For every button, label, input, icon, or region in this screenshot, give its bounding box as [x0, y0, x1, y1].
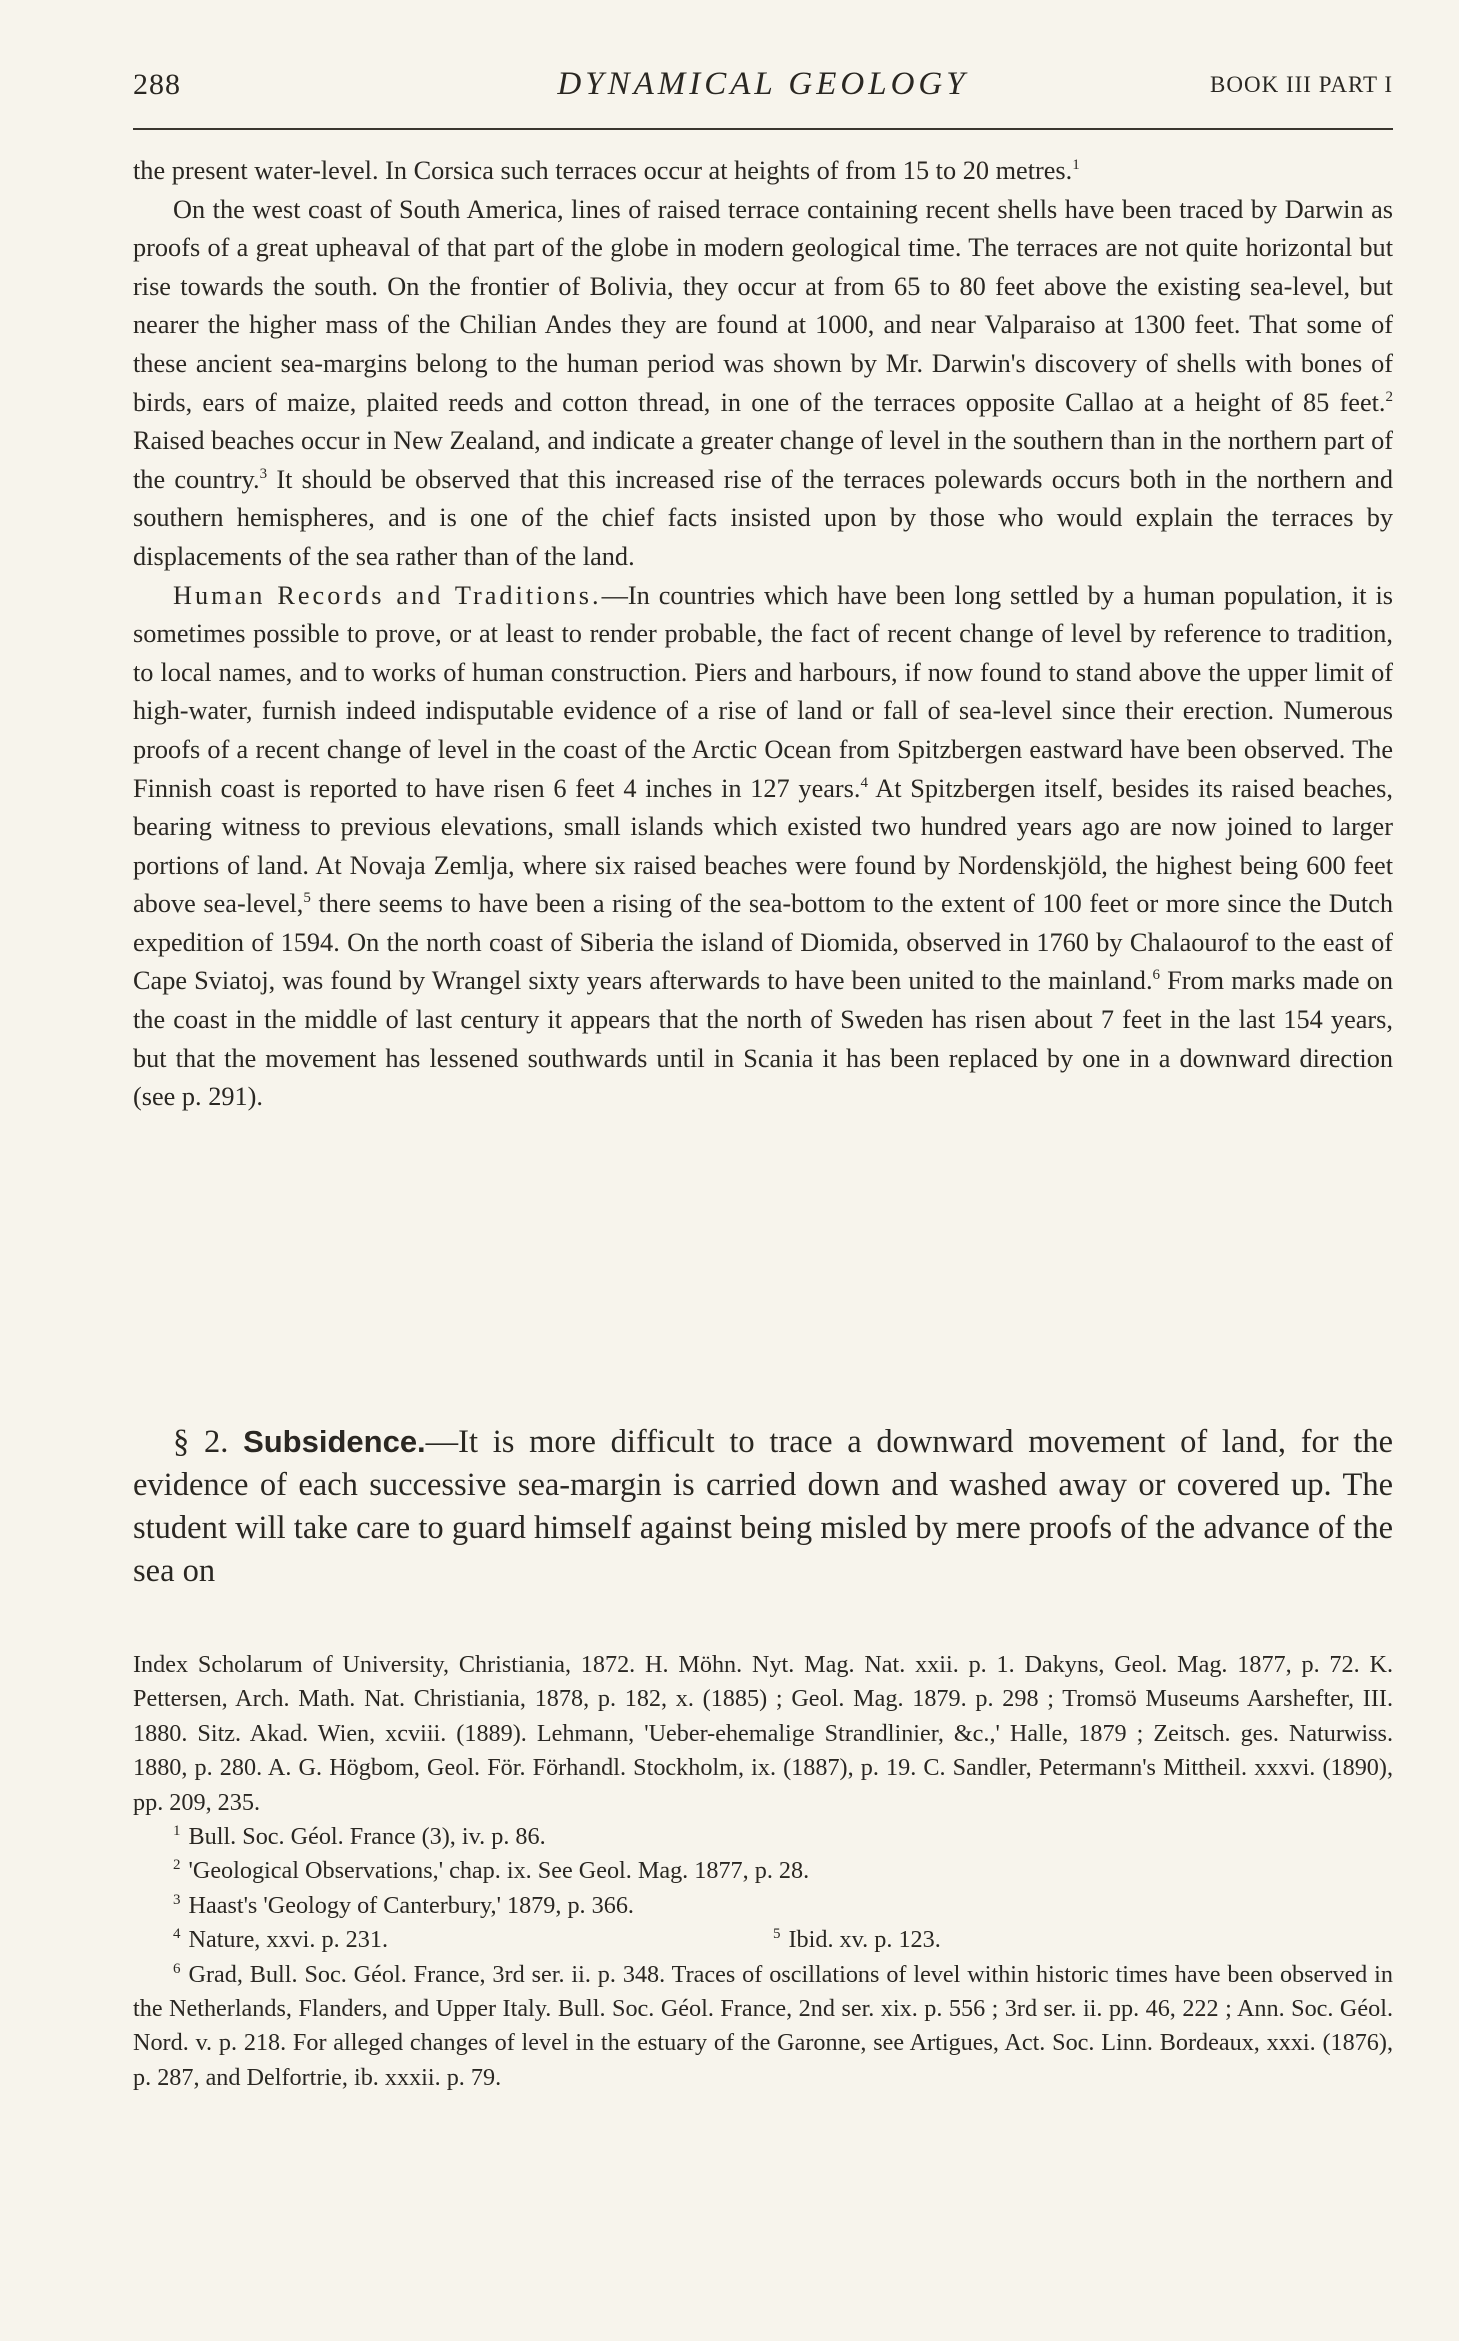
footnote-ref[interactable]: 6	[1152, 967, 1161, 984]
section-mark: § 2.	[173, 1424, 229, 1460]
main-text	[133, 152, 1393, 1117]
running-title: DYNAMICAL GEOLOGY	[557, 66, 969, 102]
section-paragraph: § 2. Subsidence.—It is more difficult to trace a downward movement of land, for the evidence of each successive sea-margin is carried down and washed away or covered up. The student will take care to guard himself against being misled by mere proofs of the advance of the sea on	[133, 1424, 1394, 1589]
page-number: 288	[133, 68, 181, 101]
paragraph-south-america: On the west coast of South America, lines of raised terrace containing recent shells have been traced by Darwin as proofs of a great upheaval of that part of the globe in modern geological time. The terraces are not quite horizontal but rise towards the south. On the frontier of Bolivia, they occur at from 65 to 80 feet above the existing sea-level, but nearer the higher mass of the Chilian Andes they are found at 1000, and near Valparaiso at 1300 feet. That some of these ancient sea-margins belong to the human period was shown by Mr. Darwin's discovery of shells with bones of birds, ears of maize, plaited reeds and cotton thread, in one of the terraces opposite Callao at a height of 85 feet.$^2$ Raised beaches occur in New Zealand, and indicate a greater change of level in the southern than in the northern part of the country.$^3$ It should be observed that this increased rise of the terraces polewards occurs both in the northern and southern hemispheres, and is one of the chief facts insisted upon by those who would explain the terraces by displacements of the sea rather than of the land.	[133, 194, 1393, 571]
footnote-4-5	[133, 1923, 1393, 1957]
footnote-ref[interactable]: 2	[1385, 388, 1393, 405]
footnote-ref[interactable]: 4	[860, 774, 868, 791]
footnote-ref[interactable]: 1	[1072, 157, 1080, 174]
footnote-6: $^6$ Grad, Bull. Soc. Géol. France, 3rd ser. ii. p. 348. Traces of oscillations of level within historic times have been observed in the Netherlands, Flanders, and Upper Italy. Bull. Soc. Géol. France, 2nd ser. xix. p. 556 ; 3rd ser. ii. pp. 46, 222 ; Ann. Soc. Géol. Nord. v. p. 218. For alleged changes of level in the estuary of the Garonne, see Artigues, Act. Soc. Linn. Bordeaux, xxxi. (1876), p. 287, and Delfortrie, ib. xxxii. p. 79.	[133, 1960, 1393, 2091]
footnote-1: $^1$ Bull. Soc. Géol. France (3), iv. p. 86.	[173, 1822, 546, 1851]
header-rule	[133, 128, 1393, 130]
footnote-ref[interactable]: 3	[259, 465, 268, 482]
book-part-label: BOOK III PART I	[1210, 72, 1393, 97]
footnotes	[133, 1648, 1393, 2095]
footnote-2: $^2$ 'Geological Observations,' chap. ix. See Geol. Mag. 1877, p. 28.	[173, 1857, 810, 1885]
paragraph-human-records: Human Records and Traditions.—In countries which have been long settled by a human population, it is sometimes possible to prove, or at least to render probable, the fact of recent change of level by reference to tradition, to local names, and to works of human construction. Piers and harbours, if now found to stand above the upper limit of high-water, furnish indeed indisputable evidence of a rise of land or fall of sea-level since their erection. Numerous proofs of a recent change of level in the coast of the Arctic Ocean from Spitzbergen eastward have been observed. The Finnish coast is reported to have risen 6 feet 4 inches in 127 years.$^4$ At Spitzbergen itself, besides its raised beaches, bearing witness to previous elevations, small islands which existed two hundred years ago are now joined to larger portions of land. At Novaja Zemlja, where six raised beaches were found by Nordenskjöld, the highest being 600 feet above sea-level,$^5$ there seems to have been a rising of the sea-bottom to the extent of 100 feet or more since the Dutch expedition of 1594. On the north coast of Siberia the island of Diomida, observed in 1760 by Chalaourof to the east of Cape Sviatoj, was found by Wrangel sixty years afterwards to have been united to the mainland.$^6$ From marks made on the coast in the middle of last century it appears that the north of Sweden has risen about 7 feet in the last 154 years, but that the movement has lessened southwards until in Scania it has been replaced by one in a downward direction (see p. 291).	[133, 580, 1394, 1112]
page-header	[133, 62, 1393, 112]
footnote-5: $^5$ Ibid. xv. p. 123.	[773, 1926, 941, 1954]
section-heading: Subsidence.	[243, 1424, 426, 1459]
footnote-4: $^4$ Nature, xxvi. p. 231.	[173, 1926, 389, 1954]
footnote-ref[interactable]: 5	[303, 890, 311, 907]
footnote-continuation: Index Scholarum of University, Christiania, 1872. H. Möhn. Nyt. Mag. Nat. xxii. p. 1. Dakyns, Geol. Mag. 1877, p. 72. K. Pettersen, Arch. Math. Nat. Christiania, 1878, p. 182, x. (1885) ; Geol. Mag. 1879. p. 298 ; Tromsö Museums Aarshefter, III. 1880. Sitz. Akad. Wien, xcviii. (1889). Lehmann, 'Ueber-ehemalige Strandlinier, &c.,' Halle, 1879 ; Zeitsch. ges. Naturwiss. 1880, p. 280. A. G. Högbom, Geol. För. Förhandl. Stockholm, ix. (1887), p. 19. C. Sandler, Petermann's Mittheil. xxxvi. (1890), pp. 209, 235.	[133, 1651, 1393, 1816]
section-subsidence	[133, 1420, 1393, 1593]
paragraph-heading: Human Records and Traditions.	[173, 580, 602, 610]
paragraph-corsica: the present water-level. In Corsica such terraces occur at heights of from 15 to 20 metres.$^1$	[133, 156, 1080, 185]
footnote-3: $^3$ Haast's 'Geology of Canterbury,' 1879, p. 366.	[173, 1891, 634, 1919]
